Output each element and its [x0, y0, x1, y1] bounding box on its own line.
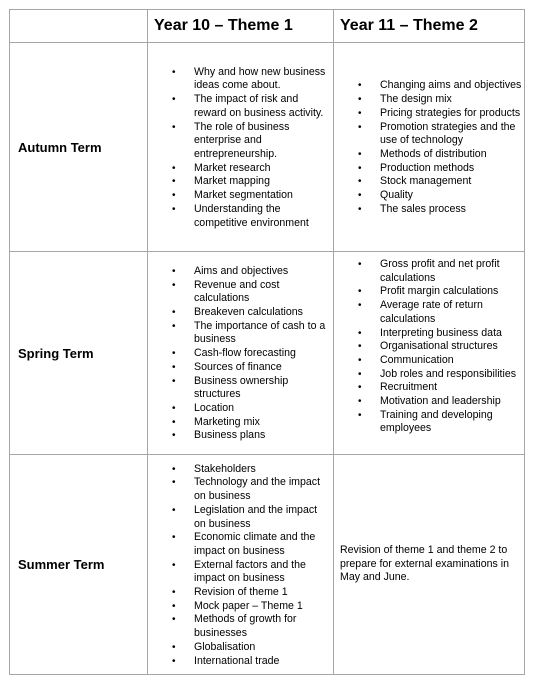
- list-item: • Changing aims and objectives: [334, 79, 524, 93]
- list-item: • Technology and the impact on business: [148, 476, 333, 503]
- list-item: • Market segmentation: [148, 189, 333, 203]
- list-item: • Average rate of return calculations: [334, 299, 524, 326]
- list-item: • Aims and objectives: [148, 265, 333, 279]
- list-item: • Market mapping: [148, 175, 333, 189]
- header-year10: Year 10 – Theme 1: [148, 10, 334, 43]
- list-item: • Organisational structures: [334, 340, 524, 354]
- term-label: Spring Term: [10, 252, 148, 455]
- list-item: • Legislation and the impact on business: [148, 504, 333, 531]
- list-item: • Stock management: [334, 175, 524, 189]
- curriculum-table: [9, 9, 525, 675]
- list-item: • Job roles and responsibilities: [334, 368, 524, 382]
- list-item: • Why and how new business ideas come about.: [148, 66, 333, 93]
- list-item: • Interpreting business data: [334, 327, 524, 341]
- topic-list: [148, 265, 333, 443]
- list-item: • Methods of growth for businesses: [148, 613, 333, 640]
- list-item: • Motivation and leadership: [334, 395, 524, 409]
- list-item: • Economic climate and the impact on business: [148, 531, 333, 558]
- topic-list: [334, 258, 524, 436]
- list-item: • Communication: [334, 354, 524, 368]
- list-item: • Gross profit and net profit calculations: [334, 258, 524, 285]
- year11-summer-revision: Revision of theme 1 and theme 2 to prepare for external examinations in May and June.: [334, 455, 525, 675]
- list-item: • Cash-flow forecasting: [148, 347, 333, 361]
- list-item: • Stakeholders: [148, 463, 333, 477]
- topic-list: [334, 79, 524, 216]
- list-item: • Production methods: [334, 162, 524, 176]
- list-item: • Quality: [334, 189, 524, 203]
- list-item: • Promotion strategies and the use of technology: [334, 121, 524, 148]
- list-item: • Recruitment: [334, 381, 524, 395]
- list-item: • Revenue and cost calculations: [148, 279, 333, 306]
- list-item: • The design mix: [334, 93, 524, 107]
- topic-list: [148, 66, 333, 230]
- list-item: • External factors and the impact on business: [148, 559, 333, 586]
- year10-summer-cell: [148, 455, 334, 675]
- term-label: Summer Term: [10, 455, 148, 675]
- row-spring: [10, 252, 525, 455]
- year11-autumn-cell: [334, 43, 525, 252]
- row-summer: [10, 455, 525, 675]
- list-item: • Understanding the competitive environment: [148, 203, 333, 230]
- list-item: • Business plans: [148, 429, 333, 443]
- list-item: • The impact of risk and reward on business activity.: [148, 93, 333, 120]
- list-item: • The role of business enterprise and entrepreneurship.: [148, 121, 333, 162]
- year11-spring-cell: [334, 252, 525, 455]
- list-item: • Business ownership structures: [148, 375, 333, 402]
- header-row: [10, 10, 525, 43]
- list-item: • Globalisation: [148, 641, 333, 655]
- row-autumn: [10, 43, 525, 252]
- list-item: • Market research: [148, 162, 333, 176]
- year10-spring-cell: [148, 252, 334, 455]
- header-year11: Year 11 – Theme 2: [334, 10, 525, 43]
- list-item: • Revision of theme 1: [148, 586, 333, 600]
- list-item: • The importance of cash to a business: [148, 320, 333, 347]
- header-empty: [10, 10, 148, 43]
- list-item: • Pricing strategies for products: [334, 107, 524, 121]
- list-item: • Location: [148, 402, 333, 416]
- list-item: • The sales process: [334, 203, 524, 217]
- year10-autumn-cell: [148, 43, 334, 252]
- list-item: • International trade: [148, 655, 333, 669]
- list-item: • Sources of finance: [148, 361, 333, 375]
- list-item: • Profit margin calculations: [334, 285, 524, 299]
- list-item: • Training and developing employees: [334, 409, 524, 436]
- list-item: • Mock paper – Theme 1: [148, 600, 333, 614]
- list-item: • Methods of distribution: [334, 148, 524, 162]
- topic-list: [148, 463, 333, 669]
- list-item: • Breakeven calculations: [148, 306, 333, 320]
- list-item: • Marketing mix: [148, 416, 333, 430]
- term-label: Autumn Term: [10, 43, 148, 252]
